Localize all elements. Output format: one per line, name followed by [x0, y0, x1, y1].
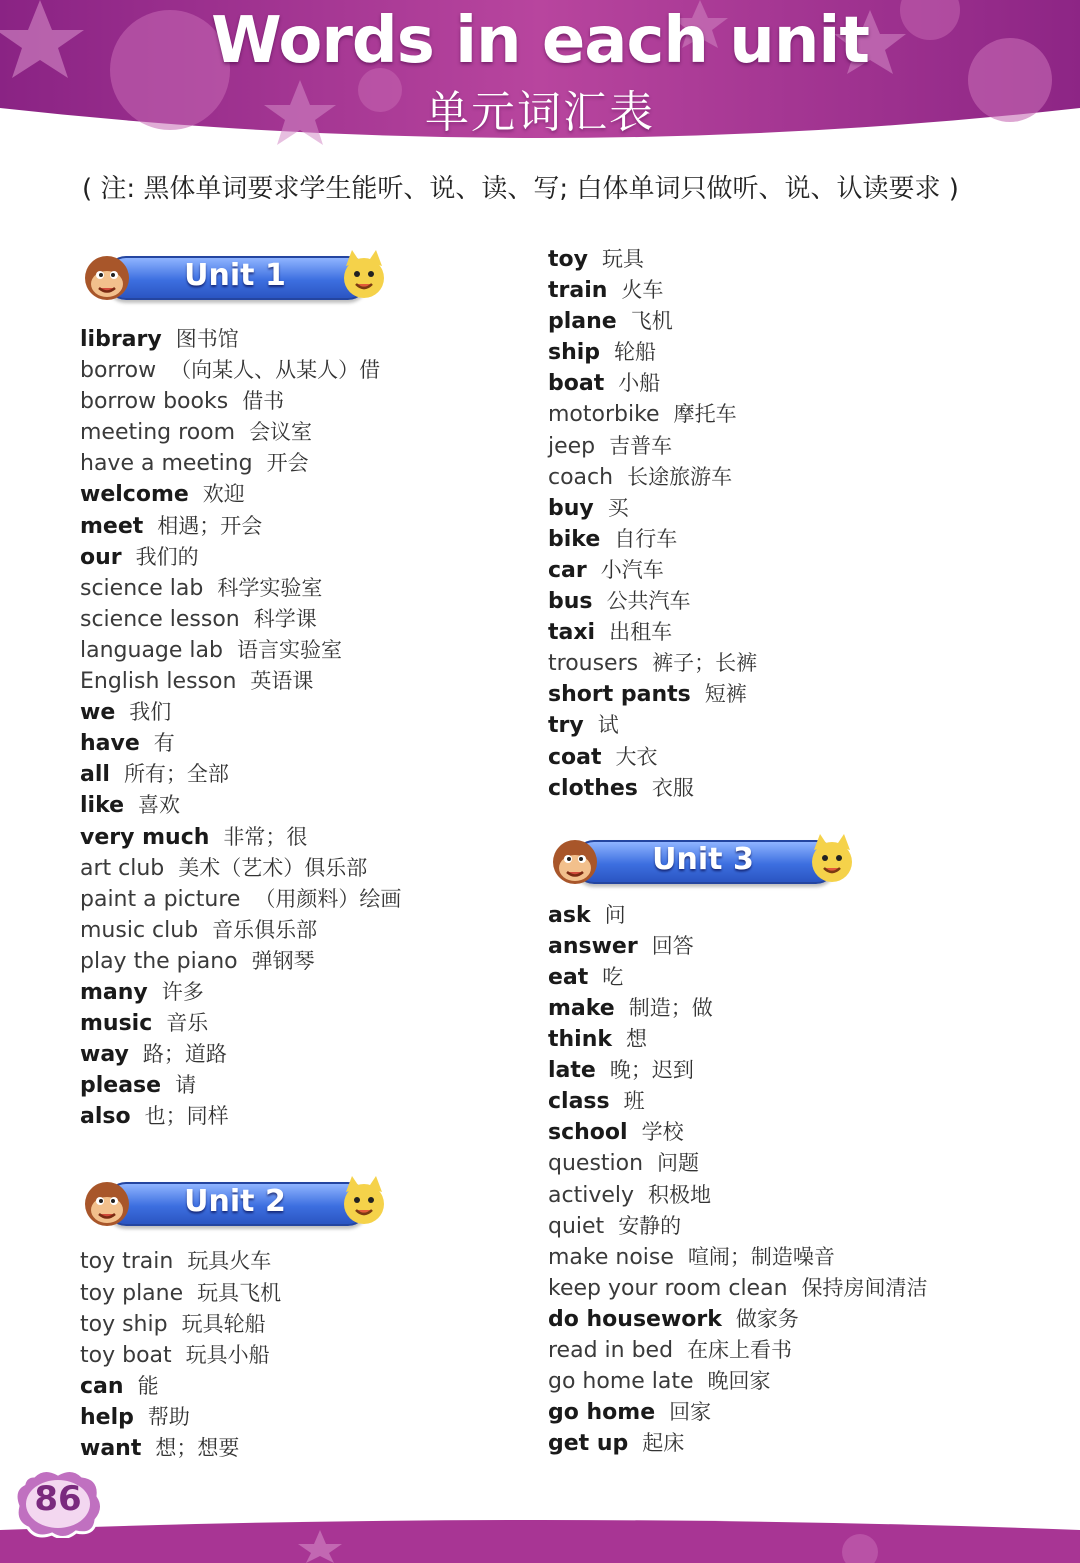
page-header: [0, 0, 1080, 150]
vocab-entry: [80, 448, 520, 479]
vocab-word: buy: [548, 495, 594, 521]
vocab-meaning: 喧闹；制造噪音: [687, 1244, 835, 1269]
vocab-entry: [80, 822, 520, 853]
vocab-entry: [548, 368, 1048, 399]
vocab-meaning: 学校: [641, 1120, 684, 1145]
vocab-entry: [548, 773, 1048, 804]
vocab-meaning: 吉普车: [609, 433, 673, 458]
vocab-word: make noise: [548, 1244, 674, 1270]
vocab-meaning: 英语课: [250, 669, 314, 694]
vocab-entry: [548, 1242, 1048, 1273]
vocab-word: question: [548, 1151, 644, 1177]
page-number: 86: [34, 1479, 82, 1519]
vocab-word: try: [548, 713, 584, 739]
vocab-meaning: 帮助: [147, 1404, 190, 1429]
vocab-meaning: （向某人、从某人）借: [170, 358, 381, 383]
vocab-word: short pants: [548, 682, 691, 708]
vocab-meaning: 吃: [602, 964, 624, 989]
vocab-word: toy ship: [80, 1311, 168, 1337]
vocab-entry: [80, 511, 520, 542]
vocab-entry: [548, 1055, 1048, 1086]
vocab-word: ship: [548, 340, 601, 366]
vocab-entry: [548, 493, 1048, 524]
vocab-entry: [80, 1433, 520, 1464]
unit-2-banner: [80, 1170, 390, 1232]
vocab-entry: [548, 710, 1048, 741]
vocab-meaning: 喜欢: [138, 793, 181, 818]
vocab-word: toy train: [80, 1249, 174, 1275]
vocab-word: school: [548, 1120, 628, 1146]
unit-2-word-list: [80, 1246, 520, 1464]
vocab-meaning: 晚；迟到: [609, 1058, 694, 1083]
vocab-word: motorbike: [548, 402, 660, 428]
vocab-meaning: 想；想要: [155, 1436, 240, 1460]
vocab-word: toy plane: [80, 1280, 184, 1306]
vocab-word: borrow: [80, 358, 157, 384]
vocab-entry: [548, 1024, 1048, 1055]
vocab-entry: [548, 555, 1048, 586]
vocab-meaning: 班: [623, 1089, 645, 1114]
vocab-entry: [548, 399, 1048, 430]
vocab-entry: [80, 728, 520, 759]
vocab-entry: [548, 1304, 1048, 1335]
left-column: [80, 244, 520, 1464]
vocab-word: boat: [548, 371, 605, 397]
vocab-entry: [548, 648, 1048, 679]
vocab-entry: [548, 962, 1048, 993]
vocab-entry: [548, 679, 1048, 710]
vocab-word: ask: [548, 902, 591, 928]
vocab-word: have: [80, 731, 140, 757]
vocab-entry: [548, 617, 1048, 648]
vocab-entry: [80, 1070, 520, 1101]
vocab-entry: [548, 586, 1048, 617]
vocab-entry: [80, 977, 520, 1008]
vocab-word: meet: [80, 513, 144, 539]
right-column: [548, 244, 1048, 1459]
vocab-entry: [548, 462, 1048, 493]
vocab-meaning: 试: [597, 713, 619, 738]
vocab-word: art club: [80, 855, 165, 881]
vocab-entry: [548, 1335, 1048, 1366]
vocab-word: like: [80, 793, 125, 819]
vocab-entry: [80, 417, 520, 448]
vocab-entry: [548, 931, 1048, 962]
vocab-word: read in bed: [548, 1338, 674, 1363]
vocab-meaning: 小船: [618, 371, 661, 396]
vocab-entry: [80, 604, 520, 635]
vocab-meaning: 问题: [657, 1151, 700, 1176]
vocab-meaning: 裤子；长裤: [652, 651, 758, 676]
vocab-word: go home late: [548, 1369, 694, 1395]
vocab-meaning: 短裤: [704, 682, 747, 707]
vocab-meaning: 我们: [129, 700, 172, 725]
vocab-meaning: 非常；很: [223, 824, 308, 849]
vocab-meaning: 音乐: [166, 1011, 209, 1036]
vocab-entry: [548, 1397, 1048, 1428]
vocab-word: science lesson: [80, 606, 240, 632]
vocab-meaning: 做家务: [735, 1306, 799, 1331]
vocab-meaning: 开会: [266, 451, 309, 476]
vocab-meaning: 玩具飞机: [197, 1280, 282, 1305]
vocab-entry: [548, 431, 1048, 462]
vocab-entry: [548, 742, 1048, 773]
vocab-word: English lesson: [80, 669, 237, 695]
vocab-meaning: 相遇；开会: [157, 513, 263, 538]
vocab-entry: [80, 1402, 520, 1433]
vocab-word: please: [80, 1073, 162, 1099]
vocab-word: late: [548, 1058, 596, 1084]
vocab-meaning: 起床: [642, 1431, 685, 1456]
vocab-meaning: 语言实验室: [236, 637, 342, 662]
vocab-word: actively: [548, 1182, 635, 1208]
vocab-entry: [80, 1039, 520, 1070]
vocab-meaning: 玩具轮船: [181, 1311, 266, 1336]
vocab-entry: [548, 1428, 1048, 1459]
vocab-entry: [80, 1101, 520, 1132]
vocab-word: train: [548, 278, 608, 304]
unit-1-label: Unit 1: [184, 258, 286, 293]
vocab-meaning: 公共汽车: [606, 589, 691, 614]
vocab-word: keep your room clean: [548, 1275, 788, 1301]
vocab-meaning: 大衣: [615, 744, 658, 769]
vocab-meaning: 借书: [242, 389, 285, 414]
vocab-meaning: 衣服: [651, 775, 694, 800]
vocab-word: play the piano: [80, 948, 238, 974]
vocab-word: bike: [548, 526, 601, 552]
vocab-word: plane: [548, 309, 617, 335]
vocab-meaning: 请: [175, 1073, 197, 1098]
vocab-meaning: 路；道路: [142, 1042, 227, 1067]
vocab-meaning: 科学实验室: [217, 575, 323, 600]
vocab-word: music: [80, 1011, 153, 1037]
vocab-entry: [80, 1008, 520, 1039]
vocab-word: bus: [548, 589, 593, 615]
vocab-word: coach: [548, 464, 614, 490]
vocab-entry: [548, 1086, 1048, 1117]
vocab-meaning: （用颜料）绘画: [254, 886, 402, 911]
vocab-word: eat: [548, 964, 589, 990]
page-footer: [0, 1500, 1080, 1563]
vocab-entry: [80, 355, 520, 386]
vocab-entry: [80, 946, 520, 977]
vocab-meaning: 玩具火车: [187, 1249, 272, 1274]
vocab-word: language lab: [80, 637, 223, 663]
vocab-entry: [80, 666, 520, 697]
vocab-word: we: [80, 700, 116, 726]
vocab-meaning: 所有；全部: [123, 762, 229, 787]
vocab-word: very much: [80, 824, 210, 850]
vocab-entry: [80, 573, 520, 604]
vocab-meaning: 有: [153, 731, 175, 756]
vocab-entry: [80, 884, 520, 915]
page-subtitle: 单元词汇表: [425, 87, 655, 138]
vocab-meaning: 科学课: [253, 606, 317, 631]
vocab-word: way: [80, 1042, 129, 1068]
vocab-word: go home: [548, 1400, 656, 1426]
vocab-word: answer: [548, 933, 638, 959]
vocab-entry: [548, 1273, 1048, 1304]
vocab-meaning: 回家: [669, 1400, 712, 1425]
vocab-entry: [80, 697, 520, 728]
vocab-word: all: [80, 762, 110, 788]
vocab-meaning: 火车: [621, 278, 664, 303]
vocab-word: get up: [548, 1431, 629, 1457]
vocab-meaning: 音乐俱乐部: [212, 917, 318, 942]
vocab-word: paint a picture: [80, 886, 241, 912]
vocab-entry: [80, 1246, 520, 1277]
vocab-word: taxi: [548, 620, 596, 646]
vocab-word: think: [548, 1027, 613, 1053]
vocab-word: want: [80, 1436, 142, 1461]
vocab-word: have a meeting: [80, 451, 253, 477]
vocab-word: library: [80, 327, 162, 352]
vocab-entry: [80, 1371, 520, 1402]
vocab-entry: [548, 993, 1048, 1024]
vocab-meaning: 想: [626, 1027, 648, 1052]
vocab-meaning: 玩具小船: [185, 1342, 270, 1367]
unit-2-word-list-continued: [548, 244, 1048, 804]
vocab-meaning: 自行车: [614, 526, 678, 551]
vocab-entry: [80, 542, 520, 573]
vocab-meaning: 我们的: [135, 544, 199, 569]
vocab-meaning: 小汽车: [600, 557, 664, 582]
vocab-meaning: 保持房间清洁: [801, 1275, 928, 1300]
unit-1-word-list: [80, 324, 520, 1132]
vocab-entry: [548, 1180, 1048, 1211]
vocab-meaning: 也；同样: [144, 1104, 229, 1129]
vocab-word: can: [80, 1373, 124, 1399]
vocab-word: clothes: [548, 775, 638, 801]
vocab-meaning: 晚回家: [707, 1369, 771, 1394]
vocab-word: class: [548, 1089, 610, 1115]
vocab-meaning: 弹钢琴: [251, 948, 315, 973]
vocab-meaning: 出租车: [609, 620, 673, 645]
vocab-word: coat: [548, 744, 602, 770]
vocab-meaning: 问: [604, 902, 626, 927]
instruction-note: ( 注: 黑体单词要求学生能听、说、读、写; 白体单词只做听、说、认读要求 ): [82, 174, 959, 204]
vocab-word: meeting room: [80, 420, 236, 446]
unit-3-label: Unit 3: [652, 841, 754, 877]
vocab-entry: [548, 275, 1048, 306]
vocab-entry: [80, 1340, 520, 1371]
vocab-meaning: 欢迎: [202, 482, 245, 507]
vocab-entry: [548, 1148, 1048, 1179]
vocab-word: make: [548, 995, 615, 1021]
vocab-meaning: 会议室: [249, 420, 313, 445]
vocab-entry: [80, 853, 520, 884]
vocab-word: music club: [80, 917, 199, 943]
vocab-meaning: 买: [607, 495, 629, 520]
vocab-meaning: 摩托车: [673, 402, 737, 427]
vocab-meaning: 安静的: [618, 1213, 682, 1238]
vocab-entry: [548, 306, 1048, 337]
vocab-meaning: 美术（艺术）俱乐部: [178, 855, 368, 880]
vocab-entry: [80, 790, 520, 821]
vocab-meaning: 玩具: [601, 247, 644, 271]
vocab-word: science lab: [80, 575, 204, 601]
vocab-meaning: 轮船: [614, 340, 657, 365]
vocab-entry: [80, 386, 520, 417]
vocab-word: jeep: [548, 433, 596, 459]
vocab-meaning: 图书馆: [175, 327, 239, 351]
vocab-entry: [80, 759, 520, 790]
vocab-meaning: 许多: [161, 979, 204, 1004]
vocab-entry: [80, 1278, 520, 1309]
page-title: Words in each unit: [211, 4, 869, 78]
vocab-entry: [548, 524, 1048, 555]
vocab-word: our: [80, 544, 122, 570]
vocab-word: toy boat: [80, 1342, 172, 1368]
vocab-entry: [548, 337, 1048, 368]
vocab-entry: [80, 635, 520, 666]
vocab-word: trousers: [548, 651, 639, 677]
vocab-word: also: [80, 1104, 131, 1130]
vocab-word: toy: [548, 247, 588, 272]
vocab-meaning: 积极地: [648, 1182, 712, 1207]
vocab-word: do housework: [548, 1306, 722, 1332]
unit-1-banner: [80, 244, 390, 306]
vocab-entry: [80, 479, 520, 510]
unit-2-label: Unit 2: [184, 1184, 286, 1220]
unit-3-banner: [548, 828, 858, 890]
vocab-entry: [80, 324, 520, 355]
vocab-word: welcome: [80, 482, 189, 508]
vocab-entry: [548, 900, 1048, 931]
vocab-meaning: 飞机: [630, 309, 673, 334]
vocab-word: borrow books: [80, 389, 229, 415]
unit-3-word-list: [548, 900, 1048, 1460]
vocab-word: many: [80, 979, 148, 1005]
vocab-entry: [80, 1309, 520, 1340]
vocab-word: quiet: [548, 1213, 605, 1239]
vocab-word: car: [548, 557, 587, 583]
vocab-entry: [548, 244, 1048, 275]
vocab-meaning: 长途旅游车: [627, 464, 733, 489]
vocab-meaning: 能: [137, 1373, 159, 1398]
vocab-meaning: 制造；做: [628, 995, 713, 1020]
vocab-entry: [80, 915, 520, 946]
vocab-word: help: [80, 1404, 134, 1430]
vocab-meaning: 在床上看书: [687, 1338, 793, 1362]
vocab-meaning: 回答: [651, 933, 694, 958]
vocab-entry: [548, 1117, 1048, 1148]
vocab-entry: [548, 1211, 1048, 1242]
vocab-entry: [548, 1366, 1048, 1397]
